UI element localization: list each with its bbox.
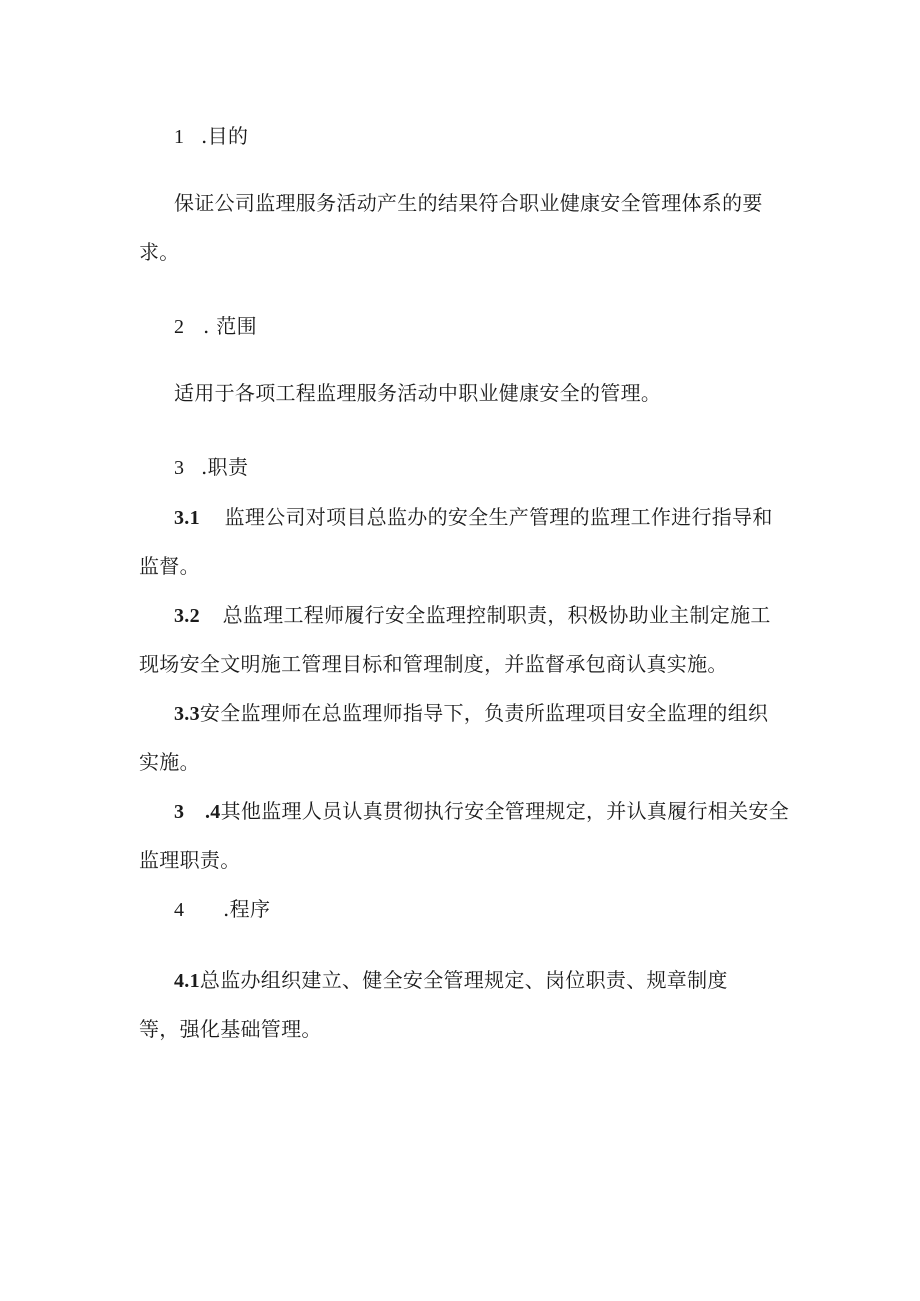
item-3-4-number-b: .4 bbox=[204, 801, 221, 823]
item-3-1-line-2: 监督。 bbox=[139, 554, 200, 578]
section-2-heading bbox=[174, 314, 257, 339]
section-1-paragraph-line-1: 保证公司监理服务活动产生的结果符合职业健康安全管理体系的要 bbox=[174, 191, 763, 215]
item-4-1-text-1: 总监办组织建立、健全安全管理规定、岗位职责、规章制度 bbox=[199, 968, 728, 992]
section-1-number: 1 bbox=[174, 126, 185, 148]
section-3-heading bbox=[174, 455, 248, 480]
section-4-title: .程序 bbox=[222, 897, 271, 921]
section-2-number: 2 bbox=[174, 316, 185, 338]
section-3-title: .职责 bbox=[200, 455, 249, 479]
item-4-1-number: 4.1 bbox=[174, 970, 200, 992]
item-3-1-number: 3.1 bbox=[174, 507, 200, 529]
section-4-heading bbox=[174, 897, 270, 922]
item-4-1-line-2: 等，强化基础管理。 bbox=[139, 1017, 322, 1041]
item-3-4-line-2: 监理职责。 bbox=[139, 848, 241, 872]
section-2-paragraph-line-1: 适用于各项工程监理服务活动中职业健康安全的管理。 bbox=[174, 381, 662, 405]
item-3-2-line-1 bbox=[174, 603, 771, 628]
section-3-number: 3 bbox=[174, 457, 185, 479]
item-3-2-number: 3.2 bbox=[174, 605, 200, 627]
section-4-number: 4 bbox=[174, 899, 185, 921]
section-1-paragraph-line-2: 求。 bbox=[139, 240, 180, 264]
item-3-4-line-1 bbox=[174, 799, 789, 824]
item-3-1-line-1 bbox=[174, 505, 773, 530]
item-3-4-number-a: 3 bbox=[174, 801, 185, 823]
item-4-1-line-1 bbox=[174, 968, 728, 993]
item-3-2-text-1: 总监理工程师履行安全监理控制职责，积极协助业主制定施工 bbox=[222, 603, 771, 627]
item-3-3-text-1: 安全监理师在总监理师指导下，负责所监理项目安全监理的组织 bbox=[199, 701, 769, 725]
item-3-4-text-1: 其他监理人员认真贯彻执行安全管理规定，并认真履行相关安全 bbox=[220, 799, 789, 823]
item-3-3-line-2: 实施。 bbox=[139, 750, 200, 774]
item-3-3-number: 3.3 bbox=[174, 703, 200, 725]
section-1-title: .目的 bbox=[200, 124, 249, 148]
item-3-3-line-1 bbox=[174, 701, 768, 726]
item-3-2-line-2: 现场安全文明施工管理目标和管理制度，并监督承包商认真实施。 bbox=[139, 652, 728, 676]
section-2-title: . 范围 bbox=[202, 314, 257, 338]
section-1-heading bbox=[174, 124, 248, 149]
item-3-1-text-1: 监理公司对项目总监办的安全生产管理的监理工作进行指导和 bbox=[224, 505, 773, 529]
